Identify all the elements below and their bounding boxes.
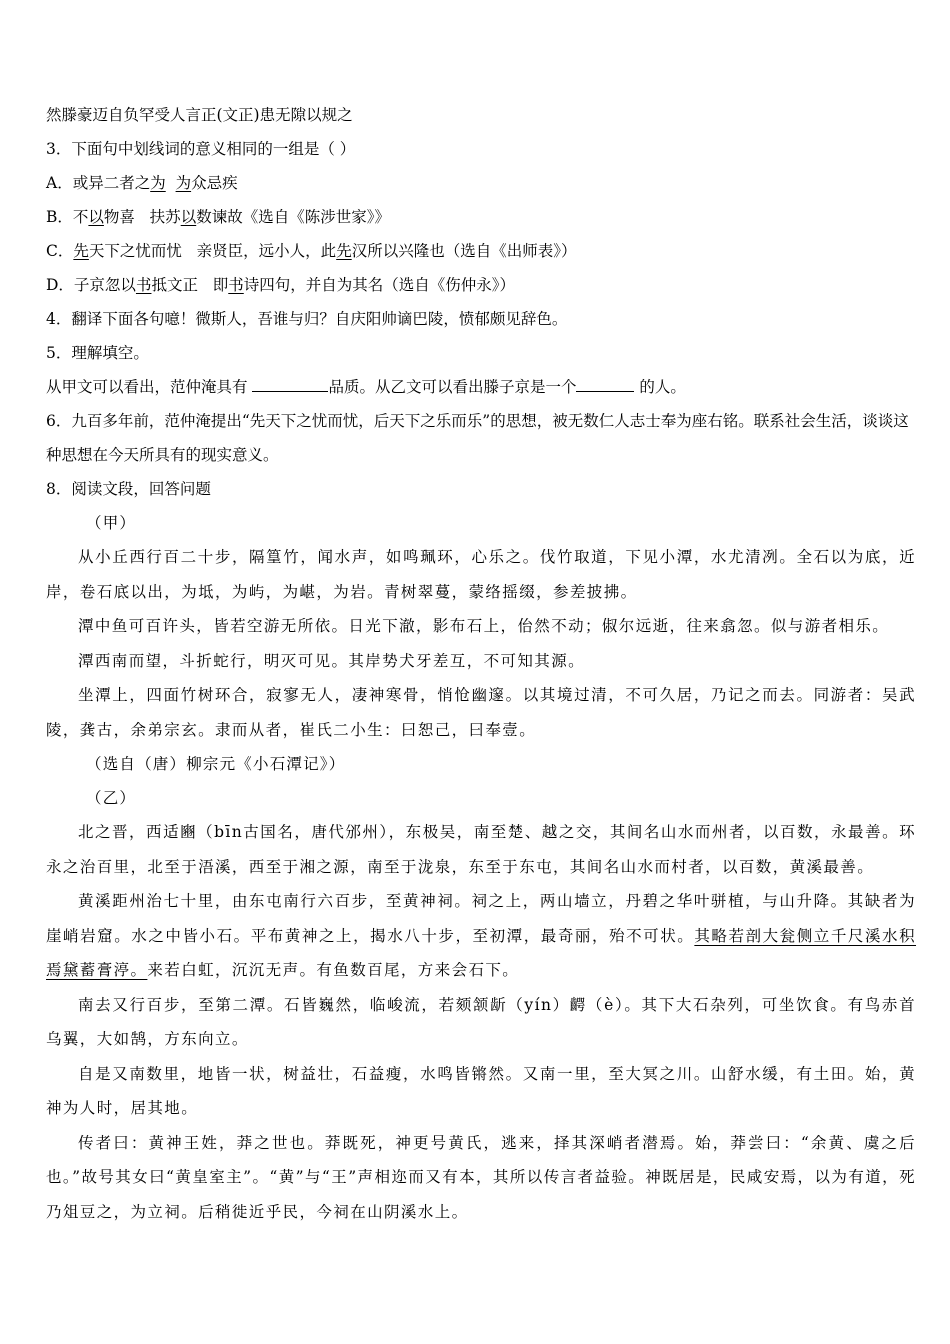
answer-blank-2[interactable] — [576, 377, 634, 392]
question-4: 4．翻译下面各句噫！微斯人，吾谁与归？自庆阳帅谪巴陵，愤郁颇见辞色。 — [46, 310, 568, 328]
passage-jia-paragraph: 坐潭上，四面竹树环合，寂寥无人，凄神寒骨，悄怆幽邃。以其境过清，不可久居，乃记之而去。同游者：吴武陵，龚古，余弟宗玄。隶而从者，崔氏二小生：曰恕己，曰奉壹。 — [46, 686, 916, 739]
passage-jia-paragraph: 潭中鱼可百许头，皆若空游无所依。日光下澈，影布石上，佁然不动；俶尔远逝，往来翕忽。似与游者相乐。 — [78, 617, 890, 635]
question-5-fill: 从甲文可以看出，范仲淹具有 品质。从乙文可以看出滕子京是一个 的人。 — [46, 378, 686, 396]
passage-jia-paragraph: 从小丘西行百二十步，隔篁竹，闻水声，如鸣珮环，心乐之。伐竹取道，下见小潭，水尤清冽。全石以为底，近岸，卷石底以出，为坻，为屿，为嵁，为岩。青树翠蔓，蒙络摇缀，参差披拂。 — [46, 548, 916, 601]
question-3-option-b: B．不以物喜 扶苏以数谏故《选自《陈涉世家》》 — [46, 208, 390, 226]
passage-yi-paragraph: 黄溪距州治七十里，由东屯南行六百步，至黄神祠。祠之上，两山墙立，丹碧之华叶骈植，与山升降。其缺者为崖峭岩窟。水之中皆小石。平布黄神之上，揭水八十步，至初潭，最奇丽，殆不可状。其略若剖大瓮侧立千尺溪水积焉黛蓄膏渟。来若白虹，沉沉无声。有鱼数百尾，方来会石下。 — [46, 892, 917, 979]
underlined-sentence: 其略若剖大瓮侧立千尺溪水积焉黛蓄膏渟。 — [46, 926, 917, 979]
passage-yi-paragraph: 传者曰：黄神王姓，莽之世也。莽既死，神更号黄氏，逃来，择其深峭者潜焉。始，莽尝曰：“余黄、虞之后也。”故号其女曰“黄皇室主”。“黄”与“王”声相迩而又有本，其所以传言者益验。神既居是，民咸安焉，以为有道，死乃俎豆之，为立祠。后稍徙近乎民，今祠在山阴溪水上。 — [46, 1133, 916, 1221]
passage-yi-paragraph: 北之晋，西适豳（bīn古国名，唐代邠州），东极吴，南至楚、越之交，其间名山水而州者，以百数，永最善。环永之治百里，北至于浯溪，西至于湘之源，南至于泷泉，东至于东屯，其间名山水而村者，以百数，黄溪最善。 — [46, 823, 916, 876]
question-8-stem: 8．阅读文段，回答问题 — [46, 480, 211, 498]
question-6: 6．九百多年前，范仲淹提出“先天下之忧而忧，后天下之乐而乐”的思想，被无数仁人志士奉为座右铭。联系社会生活，谈谈这种思想在今天所具有的现实意义。 — [46, 412, 909, 464]
passage-jia-source: （选自（唐）柳宗元《小石潭记》） — [86, 755, 346, 773]
intro-line: 然滕豪迈自负罕受人言正(文正)患无隙以规之 — [46, 106, 353, 124]
passage-jia-label: （甲） — [86, 514, 137, 532]
answer-blank-1[interactable] — [252, 377, 328, 392]
question-3-option-c: C．先天下之忧而忧 亲贤臣，远小人，此先汉所以兴隆也（选自《出师表》） — [46, 242, 577, 260]
question-3-stem: 3．下面句中划线词的意义相同的一组是（ ） — [46, 140, 356, 158]
document-page — [46, 98, 916, 1229]
passage-yi-paragraph: 自是又南数里，地皆一状，树益壮，石益瘦，水鸣皆锵然。又南一里，至大冥之川。山舒水缓，有土田。始，黄神为人时，居其地。 — [46, 1064, 916, 1117]
question-3-option-d: D．子京忽以书抵文正 即书诗四句，并自为其名（选自《伤仲永》） — [46, 276, 516, 294]
question-3-option-a: A．或异二者之为 为众忌疾 — [46, 174, 238, 192]
question-5-stem: 5．理解填空。 — [46, 344, 149, 362]
passage-yi-label: （乙） — [86, 789, 137, 807]
passage-jia-paragraph: 潭西南而望，斗折蛇行，明灭可见。其岸势犬牙差互，不可知其源。 — [78, 651, 586, 670]
passage-yi-paragraph: 南去又行百步，至第二潭。石皆巍然，临峻流，若颏颔龂（yín）齶（è）。其下大石杂列，可坐饮食。有鸟赤首乌翼，大如鹄，方东向立。 — [46, 995, 916, 1048]
